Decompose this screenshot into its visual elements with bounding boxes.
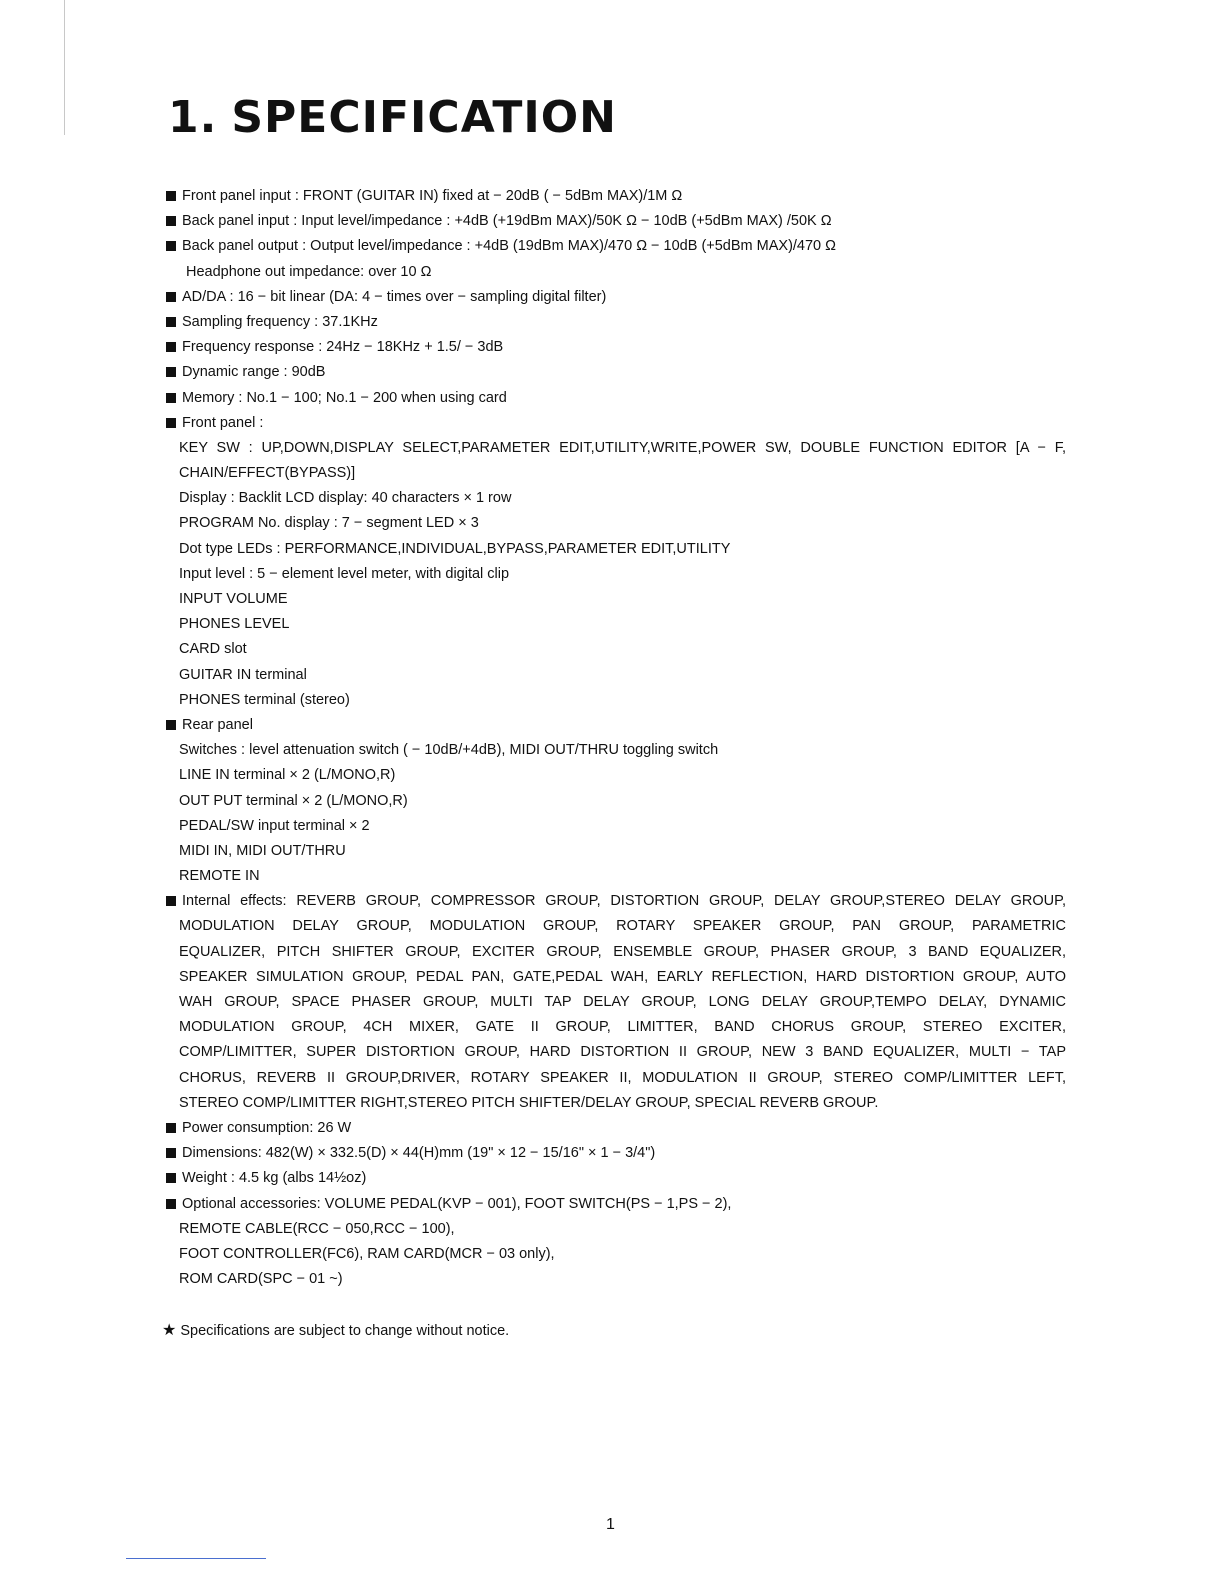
square-bullet-icon — [166, 896, 176, 906]
spec-detail — [166, 562, 1066, 587]
spec-text: PEDAL/SW input terminal × 2 — [179, 817, 370, 834]
spec-detail — [166, 511, 1066, 536]
spec-detail — [166, 1242, 1066, 1267]
spec-detail — [166, 738, 1066, 763]
spec-detail — [166, 1217, 1066, 1242]
spec-text: FOOT CONTROLLER(FC6), RAM CARD(MCR − 03 only), — [179, 1245, 555, 1262]
spec-text: Front panel input : FRONT (GUITAR IN) fixed at − 20dB ( − 5dBm MAX)/1M Ω — [182, 188, 683, 204]
square-bullet-icon — [166, 720, 176, 730]
spec-detail — [166, 537, 1066, 562]
square-bullet-icon — [166, 418, 176, 428]
section-title: SPECIFICATION — [231, 92, 617, 143]
spec-item — [166, 411, 1066, 436]
spec-text: Front panel : — [182, 414, 264, 431]
spec-detail — [166, 436, 1066, 461]
spec-text: PHONES LEVEL — [179, 616, 290, 633]
spec-text: PHONES terminal (stereo) — [179, 691, 350, 708]
spec-text: Dynamic range : 90dB — [182, 364, 326, 381]
spec-detail — [166, 839, 1066, 864]
square-bullet-icon — [166, 292, 176, 302]
spec-detail — [166, 990, 1066, 1015]
spec-detail — [166, 940, 1066, 965]
spec-text: Internal effects: REVERB GROUP, COMPRESSOR GROUP, DISTORTION GROUP, DELAY GROUP,STEREO DELAY GROUP, — [182, 893, 1066, 910]
spec-detail — [166, 1015, 1066, 1040]
spec-text: REMOTE IN — [179, 868, 260, 885]
square-bullet-icon — [166, 317, 176, 327]
spec-item — [166, 889, 1066, 914]
spec-detail — [166, 789, 1066, 814]
spec-detail — [166, 461, 1066, 486]
page-number: 1 — [606, 1516, 615, 1533]
spec-text: EQUALIZER, PITCH SHIFTER GROUP, EXCITER GROUP, ENSEMBLE GROUP, PHASER GROUP, 3 BAND EQUALIZER, — [179, 943, 1066, 960]
spec-detail — [166, 914, 1066, 939]
square-bullet-icon — [166, 342, 176, 352]
spec-text: Dimensions: 482(W) × 332.5(D) × 44(H)mm (19" × 12 − 15/16" × 1 − 3/4") — [182, 1145, 656, 1162]
spec-detail — [166, 1267, 1066, 1292]
bottom-rule — [126, 1558, 266, 1559]
spec-text: WAH GROUP, SPACE PHASER GROUP, MULTI TAP DELAY GROUP, LONG DELAY GROUP,TEMPO DELAY, DYNAMIC — [179, 994, 1066, 1010]
spec-text: CHORUS, REVERB II GROUP,DRIVER, ROTARY SPEAKER II, MODULATION II GROUP, STEREO COMP/LIMITTER LEFT, — [179, 1069, 1066, 1086]
spec-text: Optional accessories: VOLUME PEDAL(KVP − 001), FOOT SWITCH(PS − 1,PS − 2), — [182, 1195, 732, 1212]
spec-item — [166, 360, 1066, 385]
section-number: 1. — [168, 92, 218, 143]
spec-item — [166, 1166, 1066, 1191]
star-icon: ★ — [162, 1322, 177, 1339]
spec-text: KEY SW : UP,DOWN,DISPLAY SELECT,PARAMETER EDIT,UTILITY,WRITE,POWER SW, DOUBLE FUNCTION EDITOR [A − F, — [179, 439, 1066, 456]
spec-text: GUITAR IN terminal — [179, 666, 307, 683]
spec-text: SPEAKER SIMULATION GROUP, PEDAL PAN, GATE,PEDAL WAH, EARLY REFLECTION, HARD DISTORTION GROUP, AUTO — [179, 968, 1066, 985]
spec-detail — [166, 260, 1066, 285]
square-bullet-icon — [166, 216, 176, 226]
specification-list — [166, 184, 1066, 1292]
spec-item — [166, 285, 1066, 310]
spec-item — [166, 335, 1066, 360]
spec-item — [166, 209, 1066, 234]
spec-text: REMOTE CABLE(RCC − 050,RCC − 100), — [179, 1220, 455, 1237]
square-bullet-icon — [166, 393, 176, 403]
spec-text: CARD slot — [179, 641, 247, 658]
spec-detail — [166, 587, 1066, 612]
spec-text: Switches : level attenuation switch ( − 10dB/+4dB), MIDI OUT/THRU toggling switch — [179, 742, 719, 759]
spec-item — [166, 234, 1066, 259]
spec-text: Back panel input : Input level/impedance : +4dB (+19dBm MAX)/50K Ω − 10dB (+5dBm MAX) /50K Ω — [182, 213, 832, 230]
square-bullet-icon — [166, 1199, 176, 1209]
spec-text: Input level : 5 − element level meter, with digital clip — [179, 565, 510, 582]
spec-text: INPUT VOLUME — [179, 591, 288, 607]
spec-text: CHAIN/EFFECT(BYPASS)] — [179, 465, 356, 482]
spec-text: MIDI IN, MIDI OUT/THRU — [179, 842, 346, 859]
spec-text: COMP/LIMITTER, SUPER DISTORTION GROUP, HARD DISTORTION II GROUP, NEW 3 BAND EQUALIZER, MULTI − TAP — [179, 1044, 1066, 1061]
spec-item — [166, 184, 1066, 209]
spec-text: ROM CARD(SPC − 01 ~) — [179, 1271, 343, 1288]
spec-text: MODULATION GROUP, 4CH MIXER, GATE II GROUP, LIMITTER, BAND CHORUS GROUP, STEREO EXCITER, — [179, 1019, 1066, 1036]
spec-detail — [166, 688, 1066, 713]
square-bullet-icon — [166, 1123, 176, 1133]
spec-detail — [166, 486, 1066, 511]
spec-text: Weight : 4.5 kg (albs 14½oz) — [182, 1170, 367, 1187]
page-title — [168, 92, 617, 143]
square-bullet-icon — [166, 1173, 176, 1183]
spec-text: Display : Backlit LCD display: 40 characters × 1 row — [179, 490, 512, 507]
spec-text: PROGRAM No. display : 7 − segment LED × 3 — [179, 515, 479, 532]
spec-detail — [166, 663, 1066, 688]
spec-text: AD/DA : 16 − bit linear (DA: 4 − times over − sampling digital filter) — [182, 288, 607, 305]
spec-item — [166, 310, 1066, 335]
spec-text: Dot type LEDs : PERFORMANCE,INDIVIDUAL,BYPASS,PARAMETER EDIT,UTILITY — [179, 540, 731, 557]
spec-item — [166, 386, 1066, 411]
spec-text: Memory : No.1 − 100; No.1 − 200 when using card — [182, 389, 507, 406]
spec-text: Rear panel — [182, 716, 253, 733]
spec-text: Power consumption: 26 W — [182, 1119, 352, 1136]
scan-edge-line — [64, 0, 65, 135]
spec-text: STEREO COMP/LIMITTER RIGHT,STEREO PITCH SHIFTER/DELAY GROUP, SPECIAL REVERB GROUP. — [179, 1094, 879, 1111]
spec-detail — [166, 814, 1066, 839]
spec-detail — [166, 1091, 1066, 1116]
spec-text: Frequency response : 24Hz − 18KHz + 1.5/ − 3dB — [182, 339, 504, 356]
spec-item — [166, 1141, 1066, 1166]
spec-detail — [166, 1066, 1066, 1091]
spec-item — [166, 1192, 1066, 1217]
spec-item — [166, 1116, 1066, 1141]
spec-item — [166, 713, 1066, 738]
spec-detail — [166, 763, 1066, 788]
spec-detail — [166, 1040, 1066, 1065]
spec-detail — [166, 864, 1066, 889]
footnote-text: Specifications are subject to change without notice. — [180, 1323, 510, 1339]
spec-text: Sampling frequency : 37.1KHz — [182, 313, 378, 330]
footnote — [162, 1318, 509, 1344]
spec-text: MODULATION DELAY GROUP, MODULATION GROUP, ROTARY SPEAKER GROUP, PAN GROUP, PARAMETRIC — [179, 918, 1066, 935]
spec-detail — [166, 637, 1066, 662]
spec-detail — [166, 612, 1066, 637]
square-bullet-icon — [166, 191, 176, 201]
spec-text: LINE IN terminal × 2 (L/MONO,R) — [179, 767, 396, 784]
spec-detail — [166, 965, 1066, 990]
spec-text: Headphone out impedance: over 10 Ω — [186, 263, 432, 280]
square-bullet-icon — [166, 367, 176, 377]
spec-text: OUT PUT terminal × 2 (L/MONO,R) — [179, 792, 408, 809]
square-bullet-icon — [166, 241, 176, 251]
spec-text: Back panel output : Output level/impedance : +4dB (19dBm MAX)/470 Ω − 10dB (+5dBm MAX)/470 Ω — [182, 238, 836, 255]
square-bullet-icon — [166, 1148, 176, 1158]
